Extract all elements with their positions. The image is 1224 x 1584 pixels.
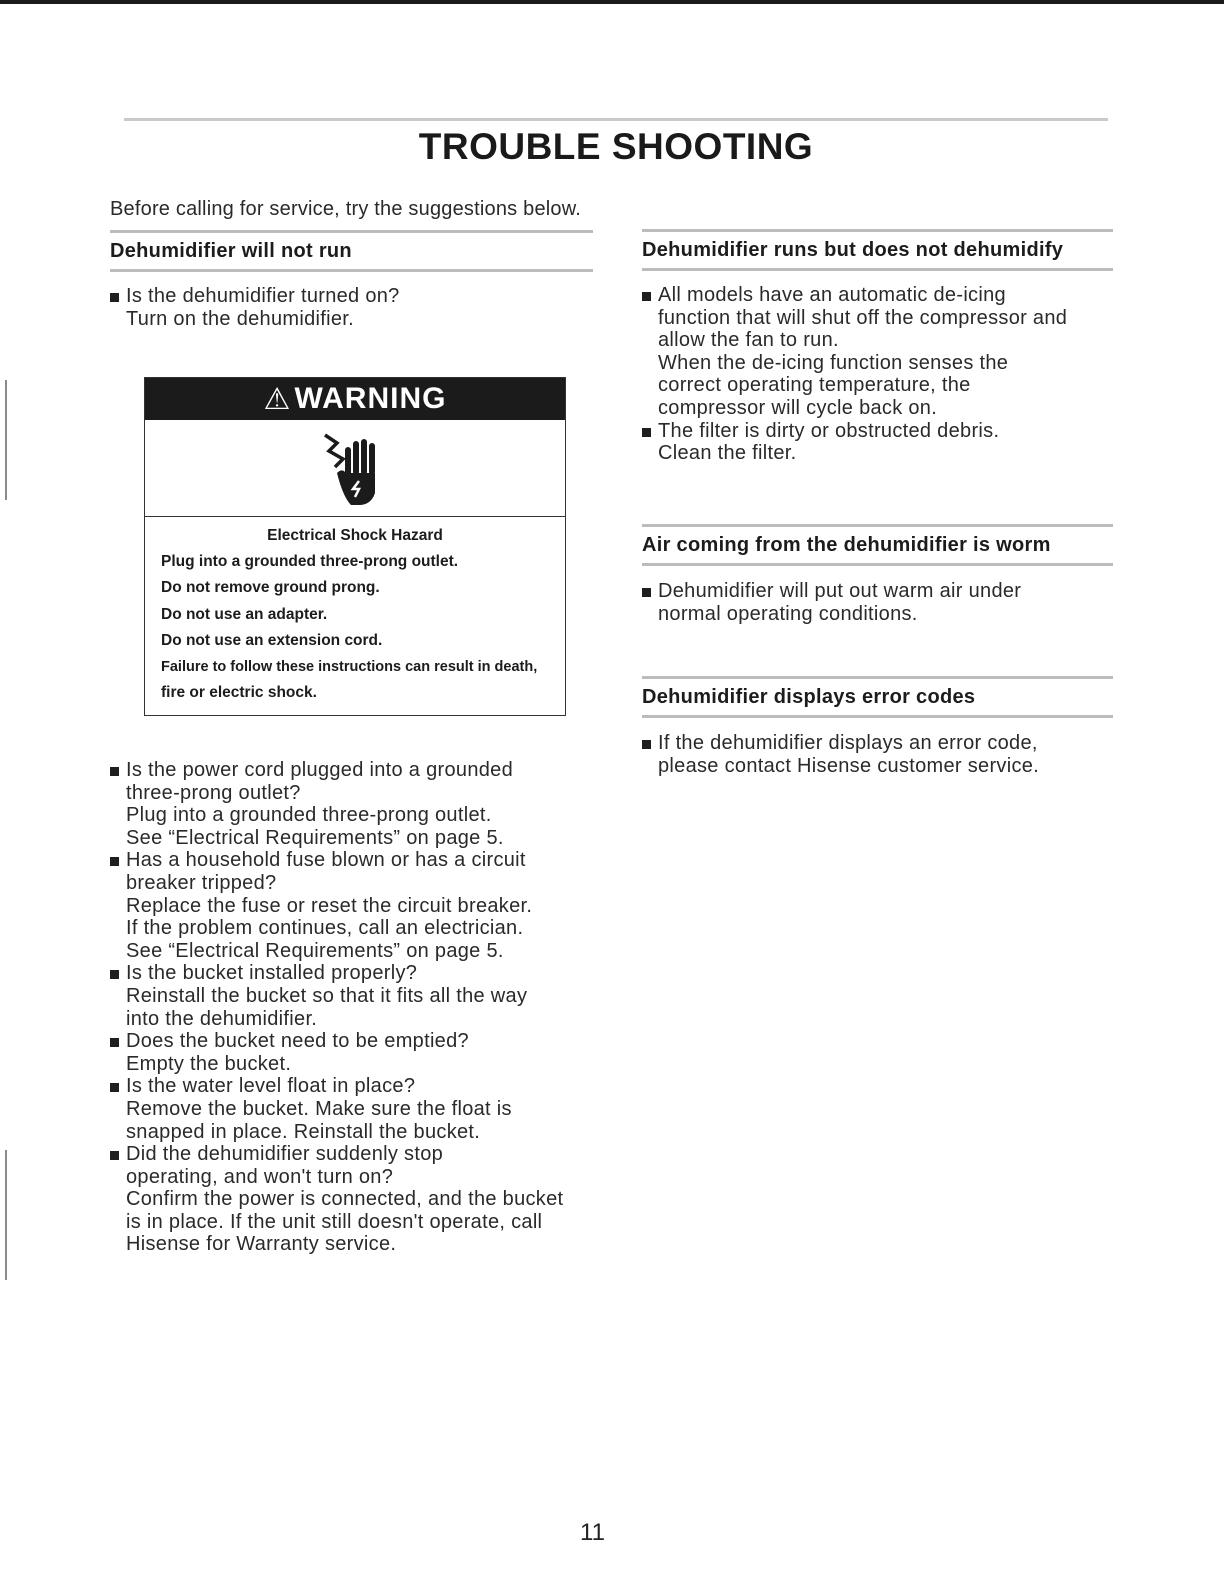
warning-line: Failure to follow these instructions can result in death, bbox=[161, 658, 538, 675]
item-line: Confirm the power is connected, and the bucket bbox=[126, 1188, 564, 1211]
list-item bbox=[110, 759, 610, 849]
page-title: TROUBLE SHOOTING bbox=[418, 126, 814, 167]
scan-top-edge bbox=[0, 0, 1224, 4]
item-line: Replace the fuse or reset the circuit breaker. bbox=[126, 894, 533, 917]
item-line: See “Electrical Requirements” on page 5. bbox=[126, 939, 504, 962]
item-line: snapped in place. Reinstall the bucket. bbox=[126, 1120, 481, 1143]
item-question: Is the dehumidifier turned on? bbox=[126, 285, 400, 307]
scan-left-edge-mark bbox=[5, 1150, 7, 1280]
item-line: If the problem continues, call an electrician. bbox=[126, 917, 524, 940]
section-title: Dehumidifier will not run bbox=[110, 240, 352, 262]
warning-body bbox=[145, 517, 565, 706]
item-line: correct operating temperature, the bbox=[658, 374, 971, 397]
title-rule bbox=[124, 118, 1108, 121]
electric-shock-hand-icon bbox=[145, 420, 565, 517]
bullet-square-icon bbox=[110, 1151, 119, 1160]
item-line: Plug into a grounded three-prong outlet. bbox=[126, 804, 492, 827]
list-item bbox=[642, 284, 1122, 420]
bullet-square-icon bbox=[110, 857, 119, 866]
section-items-error-codes bbox=[642, 732, 1122, 777]
item-line: normal operating conditions. bbox=[658, 602, 918, 625]
item-answer: Turn on the dehumidifier. bbox=[126, 307, 354, 330]
item-line: When the de-icing function senses the bbox=[658, 351, 1009, 374]
item-line: The filter is dirty or obstructed debris. bbox=[658, 419, 1000, 442]
bullet-square-icon bbox=[110, 1038, 119, 1047]
item-line: is in place. If the unit still doesn't operate, call bbox=[126, 1210, 543, 1233]
list-item bbox=[110, 962, 610, 1030]
intro-text: Before calling for service, try the suggestions below. bbox=[110, 198, 582, 220]
item-line: Dehumidifier will put out warm air under bbox=[658, 580, 1022, 602]
item-line: into the dehumidifier. bbox=[126, 1007, 318, 1030]
section-rule bbox=[642, 268, 1113, 271]
section-rule bbox=[642, 715, 1113, 718]
list-item bbox=[642, 580, 1122, 625]
item-line: function that will shut off the compressor and bbox=[658, 306, 1068, 329]
section-title: Dehumidifier runs but does not dehumidify bbox=[642, 239, 1064, 261]
warning-line: fire or electric shock. bbox=[161, 684, 317, 702]
warning-header bbox=[145, 378, 565, 420]
section-rule bbox=[110, 269, 593, 272]
bullet-square-icon bbox=[110, 970, 119, 979]
item-line: If the dehumidifier displays an error code, bbox=[658, 732, 1038, 754]
item-line: Does the bucket need to be emptied? bbox=[126, 1030, 469, 1053]
bullet-square-icon bbox=[110, 293, 119, 302]
item-line: Empty the bucket. bbox=[126, 1052, 292, 1075]
item-line: All models have an automatic de-icing bbox=[658, 284, 1006, 306]
section-title: Air coming from the dehumidifier is worm bbox=[642, 534, 1051, 556]
item-line: compressor will cycle back on. bbox=[658, 396, 938, 419]
section-items-warm-air bbox=[642, 580, 1122, 625]
list-item bbox=[110, 1030, 610, 1075]
item-line: Is the water level float in place? bbox=[126, 1075, 416, 1098]
item-line: See “Electrical Requirements” on page 5. bbox=[126, 826, 504, 849]
item-line: Has a household fuse blown or has a circuit bbox=[126, 849, 526, 872]
list-item bbox=[642, 732, 1122, 777]
item-line: Remove the bucket. Make sure the float is bbox=[126, 1097, 512, 1120]
bullet-square-icon bbox=[642, 588, 651, 597]
bullet-square-icon bbox=[110, 1083, 119, 1092]
bullet-square-icon bbox=[642, 428, 651, 437]
bullet-square-icon bbox=[642, 292, 651, 301]
item-line: Is the power cord plugged into a grounded bbox=[126, 759, 514, 781]
warning-heading: Electrical Shock Hazard bbox=[267, 527, 443, 544]
list-item bbox=[110, 1075, 610, 1143]
first-item-block bbox=[110, 285, 600, 330]
item-line: operating, and won't turn on? bbox=[126, 1165, 394, 1188]
page-number: 11 bbox=[580, 1519, 605, 1546]
list-item bbox=[110, 285, 600, 330]
item-line: Is the bucket installed properly? bbox=[126, 962, 418, 985]
list-item bbox=[110, 849, 610, 962]
warning-header-text: WARNING bbox=[294, 382, 447, 415]
left-item-list bbox=[110, 759, 610, 1256]
item-line: Did the dehumidifier suddenly stop bbox=[126, 1143, 444, 1166]
section-header-will-not-run bbox=[110, 230, 593, 272]
warning-line: Do not use an extension cord. bbox=[161, 631, 383, 649]
scan-left-edge-mark bbox=[5, 380, 7, 500]
warning-line: Do not remove ground prong. bbox=[161, 579, 380, 597]
warning-line: Do not use an adapter. bbox=[161, 605, 328, 623]
section-header-no-dehumidify bbox=[642, 229, 1113, 271]
warning-triangle-icon: ⚠ bbox=[263, 382, 292, 416]
list-item bbox=[642, 420, 1122, 465]
list-item bbox=[110, 1143, 610, 1256]
shock-hand-icon bbox=[315, 427, 395, 509]
item-line: three-prong outlet? bbox=[126, 781, 301, 804]
section-rule bbox=[642, 563, 1113, 566]
item-line: Reinstall the bucket so that it fits all the way bbox=[126, 984, 528, 1007]
warning-line: Plug into a grounded three-prong outlet. bbox=[161, 553, 459, 571]
item-line: breaker tripped? bbox=[126, 871, 277, 894]
warning-box bbox=[144, 377, 566, 716]
bullet-square-icon bbox=[642, 740, 651, 749]
section-header-error-codes bbox=[642, 676, 1113, 718]
item-line: please contact Hisense customer service. bbox=[658, 754, 1040, 777]
item-line: Hisense for Warranty service. bbox=[126, 1233, 397, 1256]
section-header-warm-air bbox=[642, 524, 1113, 566]
section-title: Dehumidifier displays error codes bbox=[642, 686, 976, 708]
section-items-no-dehumidify bbox=[642, 284, 1122, 465]
item-line: Clean the filter. bbox=[658, 442, 797, 465]
item-line: allow the fan to run. bbox=[658, 329, 839, 352]
bullet-square-icon bbox=[110, 767, 119, 776]
